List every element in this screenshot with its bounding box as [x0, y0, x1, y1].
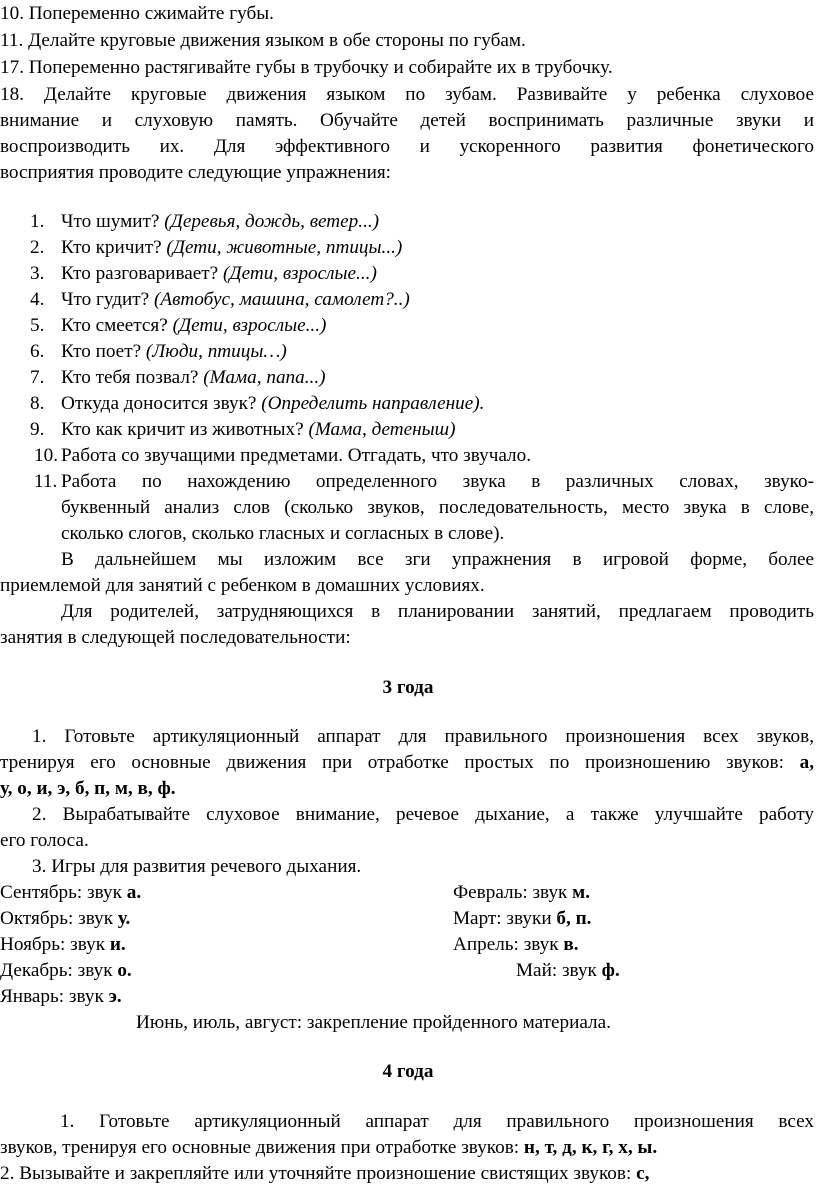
section3-item3: 3. Игры для развития речевого дыхания. [32, 856, 362, 877]
list-item [0, 235, 816, 260]
list-item-text-line-1: Работа по нахождению определенного звука в различных словах, звуко- [61, 471, 814, 492]
list-item-text: Работа со звучащими предметами. Отгадать, что звучало. [61, 445, 531, 466]
section3-item1-line-2: тренируя его основные движения при отработке простых по произношению звуков: а, [0, 752, 814, 773]
section4-item2-line-1: 2. Вызывайте и закрепляйте или уточняйте произношение свистящих звуков: с, [0, 1163, 650, 1184]
section3-item2-line-2: его голоса. [0, 830, 89, 851]
list-item-question: Что гудит? [61, 289, 154, 310]
list-item-number: 1. [30, 211, 45, 232]
list-item [0, 261, 816, 286]
section-heading-4-years: 4 года [382, 1061, 434, 1082]
list-item [0, 287, 816, 312]
list-item-number: 10. [34, 445, 58, 466]
list-item-question: Откуда доносится звук? [61, 393, 262, 414]
list-item-answer: (Дети, взрослые...) [223, 263, 377, 284]
paragraph-18-line-4: восприятия проводите следующие упражнения: [0, 162, 392, 183]
list-item-question: Кто поет? [61, 341, 146, 362]
list-item-answer: (Определить направление). [261, 393, 485, 414]
paragraph-18-line-2: внимание и слуховую память. Обучайте детей воспринимать различные звуки и [0, 110, 814, 131]
exercise-line-17: 17. Попеременно растягивайте губы в трубочку и собирайте их в трубочку. [0, 57, 613, 78]
list-item [0, 365, 816, 390]
month-february: Февраль: звук м. [453, 882, 591, 903]
list-item-number: 8. [30, 393, 45, 414]
section4-item1-line-1: 1. Готовьте артикуляционный аппарат для правильного произношения всех [60, 1111, 814, 1132]
section4-item1-line-2: звуков, тренируя его основные движения при отработке звуков: н, т, д, к, г, х, ы. [0, 1137, 658, 1158]
list-item-answer: (Автобус, машина, самолет?..) [153, 289, 410, 310]
list-item-answer: (Дети, животные, птицы...) [166, 237, 403, 258]
list-item-number: 7. [30, 367, 45, 388]
section-heading-3-years: 3 года [382, 677, 434, 698]
paragraph-games-line-1: В дальнейшем мы изложим все зги упражнения в игровой форме, более [61, 549, 814, 570]
list-item-answer: (Мама, детеныш) [308, 419, 456, 440]
summer-note: Июнь, июль, август: закрепление пройденного материала. [136, 1012, 611, 1033]
list-item [0, 417, 816, 442]
list-item-number: 5. [30, 315, 45, 336]
month-november: Ноябрь: звук и. [0, 934, 126, 955]
list-item-number: 11. [34, 471, 58, 492]
month-january: Январь: звук э. [0, 986, 122, 1007]
list-item-question: Кто как кричит из животных? [61, 419, 309, 440]
list-item [0, 391, 816, 416]
month-april: Апрель: звук в. [453, 934, 579, 955]
list-item-number: 4. [30, 289, 45, 310]
list-item-answer: (Дети, взрослые...) [172, 315, 327, 336]
list-item-answer: (Люди, птицы…) [145, 341, 287, 362]
list-item-answer: (Деревья, дождь, ветер...) [164, 211, 380, 232]
list-item-question: Кто разговаривает? [61, 263, 223, 284]
list-item-question: Кто тебя позвал? [61, 367, 204, 388]
list-item-number: 9. [30, 419, 45, 440]
section3-item1-line-1: 1. Готовьте артикуляционный аппарат для правильного произношения всех звуков, [32, 726, 814, 747]
list-item [0, 209, 816, 234]
paragraph-parents-line-2: занятия в следующей последовательности: [0, 627, 351, 648]
month-may: Май: звук ф. [516, 960, 620, 981]
list-item [0, 469, 816, 547]
exercise-line-11: 11. Делайте круговые движения языком в обе стороны по губам. [0, 30, 526, 51]
paragraph-18-line-3: воспроизводить их. Для эффективного и ускоренного развития фонетического [0, 136, 814, 157]
paragraph-games-line-2: приемлемой для занятий с ребенком в домашних условиях. [0, 575, 485, 596]
list-item-question: Что шумит? [61, 211, 165, 232]
month-september: Сентябрь: звук а. [0, 882, 142, 903]
paragraph-18-line-1: 18. Делайте круговые движения языком по зубам. Развивайте у ребенка слуховое [0, 84, 814, 105]
list-item-text-line-3: сколько слогов, сколько гласных и согласных в слове). [61, 523, 505, 544]
list-item-number: 2. [30, 237, 45, 258]
month-october: Октябрь: звук у. [0, 908, 131, 929]
month-december: Декабрь: звук о. [0, 960, 132, 981]
month-march: Март: звуки б, п. [453, 908, 592, 929]
paragraph-parents-line-1: Для родителей, затрудняющихся в планировании занятий, предлагаем проводить [61, 601, 814, 622]
list-item-answer: (Мама, папа...) [203, 367, 326, 388]
list-item [0, 339, 816, 364]
list-item-text-line-2: буквенный анализ слов (сколько звуков, последовательность, место звука в слове, [61, 497, 814, 518]
section3-item2-line-1: 2. Вырабатывайте слуховое внимание, речевое дыхание, а также улучшайте работу [32, 804, 814, 825]
list-item [0, 313, 816, 338]
list-item [0, 443, 816, 468]
list-item-question: Кто смеется? [61, 315, 173, 336]
list-item-number: 6. [30, 341, 45, 362]
section3-item1-line-3: у, о, и, э, б, п, м, в, ф. [0, 778, 176, 799]
exercise-line-10: 10. Попеременно сжимайте губы. [0, 3, 274, 24]
list-item-question: Кто кричит? [61, 237, 167, 258]
list-item-number: 3. [30, 263, 45, 284]
